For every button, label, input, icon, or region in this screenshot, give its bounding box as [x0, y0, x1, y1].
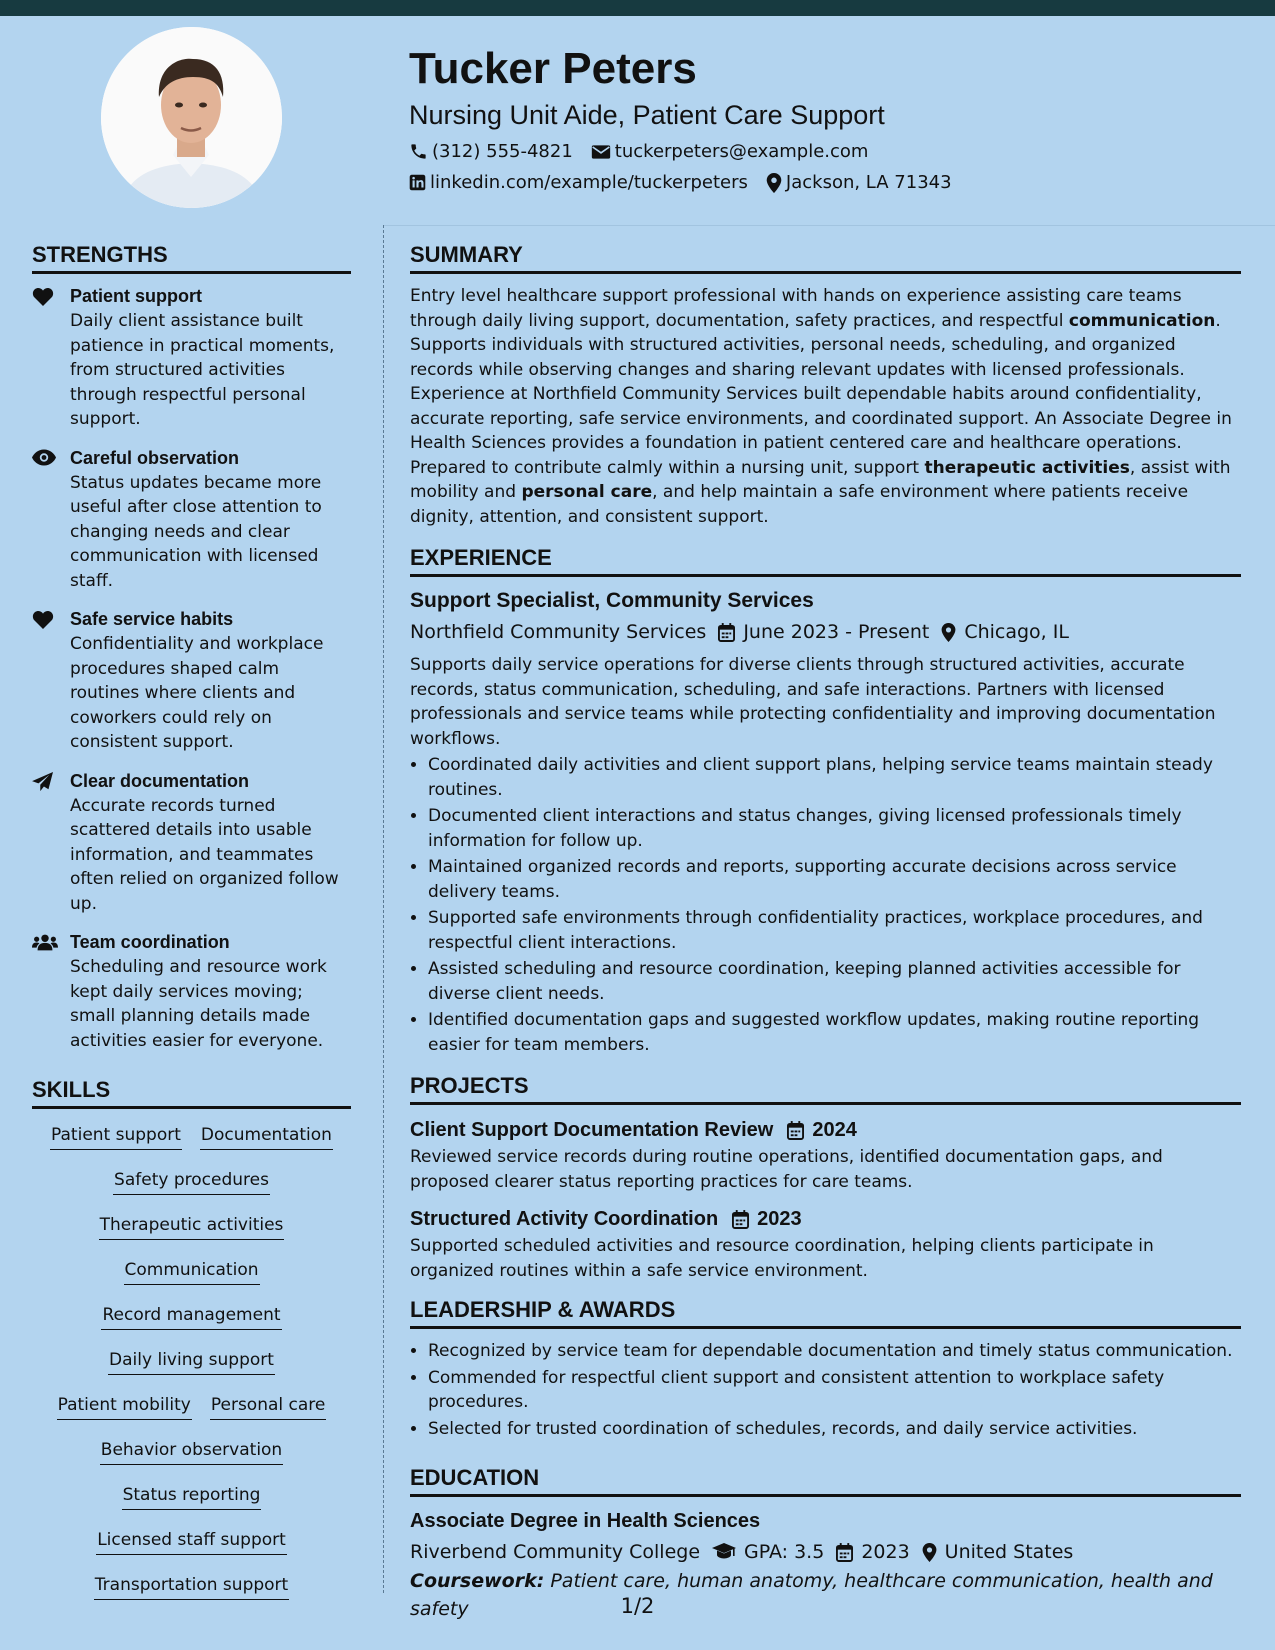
calendar-icon — [787, 1121, 804, 1140]
strength-title: Safe service habits — [70, 609, 234, 629]
paper-plane-icon — [32, 769, 70, 917]
map-pin-icon — [922, 1543, 937, 1562]
strength-title: Careful observation — [70, 447, 240, 468]
skill-row — [32, 1303, 351, 1348]
skill-tag: Safety procedures — [113, 1168, 270, 1195]
strength-description: Scheduling and resource work kept daily services moving; small planning details made activities easier for everyone. — [70, 957, 327, 1051]
column-divider — [383, 225, 384, 1593]
education-location: United States — [922, 1537, 1074, 1567]
strength-description: Daily client assistance built patience in practical moments, from structured activities through respectful personal support. — [70, 311, 335, 429]
skill-tag: Documentation — [200, 1123, 333, 1150]
skill-tag: Personal care — [210, 1393, 327, 1420]
left-column — [32, 240, 351, 1618]
email-contact[interactable] — [591, 136, 869, 167]
skill-row — [32, 1393, 351, 1438]
skill-tag: Record management — [101, 1303, 281, 1330]
skill-tag: Licensed staff support — [96, 1528, 287, 1555]
phone-text: (312) 555-4821 — [432, 141, 573, 162]
strengths-heading: STRENGTHS — [32, 240, 351, 274]
skill-row — [32, 1528, 351, 1573]
map-pin-icon — [941, 623, 956, 642]
linkedin-contact[interactable] — [409, 167, 748, 198]
strength-item — [32, 607, 351, 755]
project-title: Structured Activity Coordination — [410, 1208, 719, 1230]
calendar-icon — [732, 1210, 749, 1229]
strength-title: Patient support — [70, 286, 203, 306]
envelope-icon — [591, 144, 611, 160]
job-meta — [410, 617, 1241, 647]
leadership-heading: LEADERSHIP & AWARDS — [410, 1295, 1241, 1329]
location-contact — [766, 167, 952, 198]
strength-title: Clear documentation — [70, 770, 250, 791]
project-description: Supported scheduled activities and resource coordination, helping clients participate in organized routines within a safe service environment. — [410, 1236, 1154, 1281]
projects-heading: PROJECTS — [410, 1071, 1241, 1105]
skills-heading: SKILLS — [32, 1075, 351, 1109]
job-dates: June 2023 - Present — [718, 617, 929, 647]
project-description: Reviewed service records during routine operations, identified documentation gaps, and proposed clearer status reporting practices for care teams. — [410, 1147, 1163, 1192]
degree-title: Associate Degree in Health Sciences — [410, 1510, 761, 1532]
skill-row — [32, 1258, 351, 1303]
linkedin-icon — [409, 174, 426, 191]
skill-tag: Patient mobility — [57, 1393, 192, 1420]
job-description: Supports daily service operations for diverse clients through structured activities, accurate records, status communication, scheduling, and safe interactions. Partners with licensed professionals and service teams while protecting confidentiality and improving documentation workflows. — [410, 655, 1216, 749]
skill-row — [32, 1213, 351, 1258]
email-text: tuckerpeters@example.com — [614, 141, 869, 162]
map-pin-icon — [766, 173, 782, 193]
contact-row-2 — [409, 167, 1249, 198]
projects-list — [410, 1115, 1241, 1283]
strength-title: Team coordination — [70, 932, 230, 952]
job-location: Chicago, IL — [941, 617, 1069, 647]
candidate-name: Tucker Peters — [409, 44, 697, 93]
candidate-title: Nursing Unit Aide, Patient Care Support — [409, 100, 885, 130]
location-text: Jackson, LA 71343 — [785, 172, 952, 193]
right-column — [410, 240, 1241, 1623]
users-icon — [32, 930, 70, 1053]
skill-tag: Transportation support — [94, 1573, 289, 1600]
leadership-bullet: • Recognized by service team for dependable documentation and timely status communication. — [428, 1339, 1241, 1364]
leadership-bullet: • Selected for trusted coordination of schedules, records, and daily service activities. — [428, 1417, 1241, 1442]
strength-item — [32, 284, 351, 432]
experience-bullet: • Supported safe environments through confidentiality practices, workplace procedures, and respectful client interactions. — [428, 906, 1241, 955]
linkedin-text: linkedin.com/example/tuckerpeters — [430, 172, 748, 193]
school-name: Riverbend Community College — [410, 1541, 701, 1563]
summary-heading: SUMMARY — [410, 240, 1241, 274]
skill-row — [32, 1168, 351, 1213]
project-item — [410, 1204, 1241, 1283]
experience-bullet: • Identified documentation gaps and suggested workflow updates, making routine reporting easier for team members. — [428, 1008, 1241, 1057]
experience-bullet: • Assisted scheduling and resource coordination, keeping planned activities accessible for diverse client needs. — [428, 957, 1241, 1006]
header-divider — [383, 225, 1275, 226]
job-company: Northfield Community Services — [410, 621, 707, 643]
experience-bullet: • Documented client interactions and status changes, giving licensed professionals timely information for follow up. — [428, 804, 1241, 853]
strength-item — [32, 769, 351, 917]
skill-row — [32, 1123, 351, 1168]
coursework: Coursework: Patient care, human anatomy, healthcare communication, health and safety — [410, 1570, 1213, 1620]
education-gpa: GPA: 3.5 — [712, 1537, 824, 1567]
eye-icon — [32, 446, 70, 594]
leadership-bullet: • Commended for respectful client support and consistent attention to workplace safety procedures. — [428, 1366, 1241, 1415]
strength-description: Status updates became more useful after close attention to changing needs and clear communication with licensed staff. — [70, 472, 322, 591]
skill-row — [32, 1348, 351, 1393]
calendar-icon — [836, 1543, 853, 1562]
skill-tag: Status reporting — [122, 1483, 262, 1510]
project-item — [410, 1115, 1241, 1194]
calendar-icon — [718, 623, 735, 642]
strength-description: Confidentiality and workplace procedures shaped calm routines where clients and coworkers could rely on consistent support. — [70, 634, 324, 752]
skill-tag: Patient support — [50, 1123, 182, 1150]
skill-tag: Daily living support — [108, 1348, 275, 1375]
education-year: 2023 — [836, 1537, 909, 1567]
skill-tag: Communication — [124, 1258, 260, 1285]
project-year: 2023 — [732, 1204, 802, 1234]
strength-item — [32, 446, 351, 594]
job-title: Support Specialist, Community Services — [410, 589, 814, 612]
project-year: 2024 — [787, 1115, 857, 1145]
resume-header — [409, 40, 1249, 198]
phone-contact[interactable] — [409, 136, 573, 167]
project-title: Client Support Documentation Review — [410, 1119, 774, 1141]
summary-text: Entry level healthcare support professional with hands on experience assisting care teams through daily living support, documentation, safety practices, and respectful communication. Supports individuals with structured activities, personal needs, scheduling, and organized records while observing changes and sharing relevant updates with licensed professionals. Experience at Northfield Community Services built dependable habits around confidentiality, accurate reporting, safe service environments, and coordinated support. An Associate Degree in Health Sciences provides a foundation in patient centered care and healthcare operations. Prepared to contribute calmly within a nursing unit, support therapeutic activities, assist with mobility and personal care, and help maintain a safe environment where patients receive dignity, attention, and consistent support. — [410, 286, 1232, 527]
skill-tag: Therapeutic activities — [99, 1213, 285, 1240]
heart-icon — [32, 284, 70, 432]
experience-heading: EXPERIENCE — [410, 543, 1241, 577]
leadership-bullets — [410, 1339, 1241, 1441]
experience-bullet: • Coordinated daily activities and client support plans, helping service teams maintain steady routines. — [428, 753, 1241, 802]
job-bullets — [410, 753, 1241, 1057]
top-bar — [0, 0, 1275, 16]
experience-bullet: • Maintained organized records and reports, supporting accurate decisions across service delivery teams. — [428, 855, 1241, 904]
skill-row — [32, 1483, 351, 1528]
skills-list — [32, 1119, 351, 1618]
profile-photo — [101, 27, 282, 208]
education-meta — [410, 1537, 1241, 1567]
graduation-cap-icon — [712, 1543, 736, 1561]
skill-tag: Behavior observation — [100, 1438, 283, 1465]
page-number: 1/2 — [620, 1594, 655, 1618]
education-heading: EDUCATION — [410, 1463, 1241, 1497]
strengths-list — [32, 284, 351, 1053]
strength-item — [32, 930, 351, 1053]
contact-row-1 — [409, 136, 1249, 167]
strength-description: Accurate records turned scattered details into usable information, and teammates often relied on organized follow up. — [70, 795, 339, 914]
phone-icon — [409, 142, 428, 161]
heart-icon — [32, 607, 70, 755]
skill-row — [32, 1438, 351, 1483]
